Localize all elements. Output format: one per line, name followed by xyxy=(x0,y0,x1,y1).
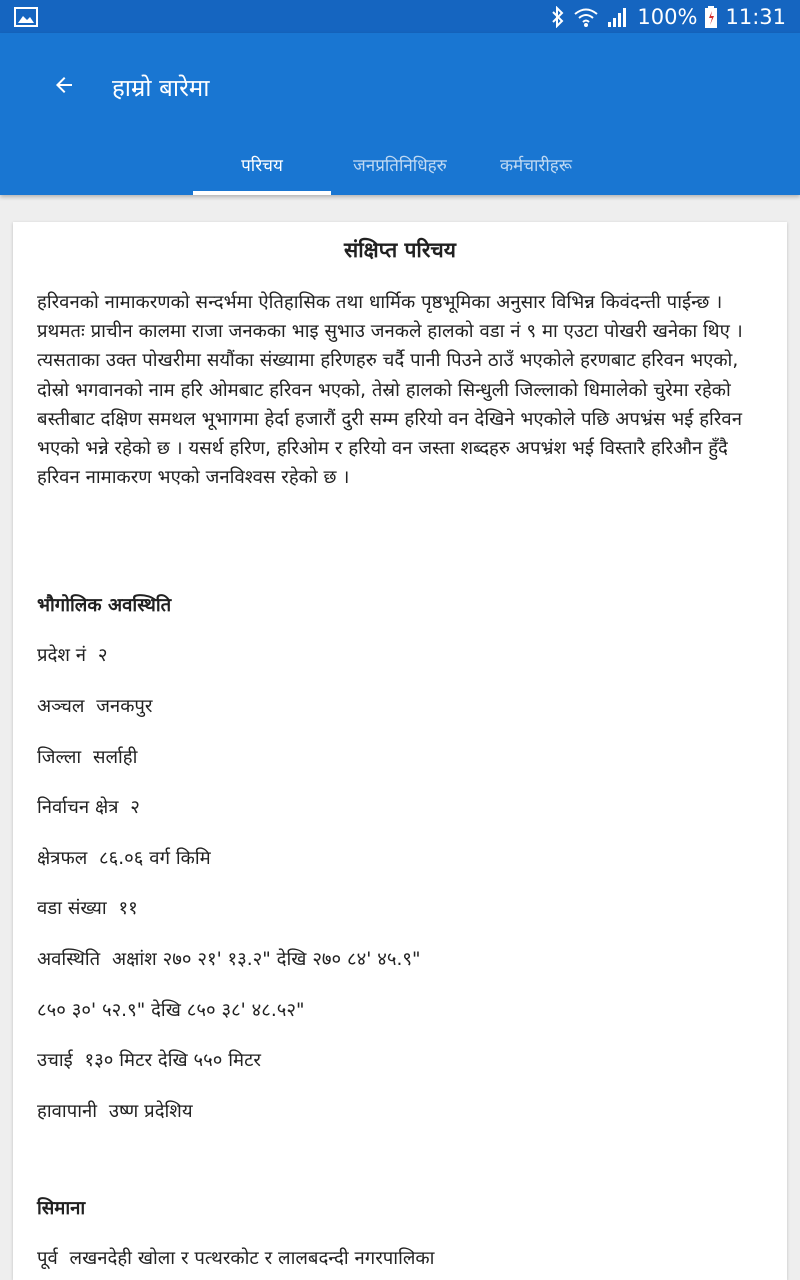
info-line-altitude: उचाई १३० मिटर देखि ५५० मिटर xyxy=(37,1050,262,1071)
content-card xyxy=(13,222,787,1280)
clock: 11:31 xyxy=(725,4,786,29)
wifi-icon xyxy=(573,6,599,28)
geo-heading: भौगोलिक अवस्थिति xyxy=(37,595,172,616)
border-heading: सिमाना xyxy=(37,1198,86,1219)
back-button[interactable] xyxy=(44,67,84,107)
info-line-climate: हावापानी उष्ण प्रदेशिय xyxy=(37,1101,193,1122)
info-line-east-border: पूर्व लखनदेही खोला र पत्थरकोट र लालबदन्दी नगरपालिका xyxy=(37,1248,435,1269)
tab-bar xyxy=(193,133,603,195)
info-line-wards: वडा संख्या ११ xyxy=(37,898,138,919)
info-line-district: जिल्ला सर्लाही xyxy=(37,747,138,768)
intro-paragraph: हरिवनको नामाकरणको सन्दर्भमा ऐतिहासिक तथा धार्मिक पृष्ठभूमिका अनुसार विभिन्न किवंदन्ती पाईन्छ । प्रथमतः प्राचीन कालमा राजा जनकका भाइ सुभाउ जनकले हालको वडा नं ९ मा एउटा पोखरी खनेका थिए । त्यसताका उक्त पोखरीमा सयौंका संख्यामा हरिणहरु चर्दै पानी पिउने ठाउँ भएकोले हरणबाट हरिवन भएको, दोस्रो भगवानको नाम हरि ओमबाट हरिवन भएको, तेस्रो हालको सिन्धुली जिल्लाको धिमालेको चुरेमा रहेको बस्तीबाट दक्षिण समथल भूभागमा हेर्दा हजारौं दुरी सम्म हरियो वन देखिने भएकोले पछि अपभ्रंस भई हरिवन भएको भन्ने रहेको छ । यसर्थ हरिण, हरिओम र हरियो वन जस्ता शब्दहरु अपभ्रंश भई विस्तारै हरिऔन हुँदै हरिवन नामाकरण भएको जनविश्वस रहेको छ । xyxy=(37,292,743,489)
arrow-left-icon xyxy=(52,73,76,101)
section-title: संक्षिप्त परिचय xyxy=(344,238,456,262)
info-line-zone: अञ्चल जनकपुर xyxy=(37,696,153,717)
tab-staff[interactable]: कर्मचारीहरू xyxy=(499,155,572,176)
status-icons xyxy=(551,0,786,33)
battery-icon xyxy=(705,6,717,28)
info-line-latitude: अवस्थिति अक्षांश २७० २१' १३.२" देखि २७० ८४' ४५.९" xyxy=(37,949,421,970)
tab-representatives[interactable]: जनप्रतिनिधिहरु xyxy=(353,155,447,176)
page-title: हाम्रो बारेमा xyxy=(112,74,210,102)
gallery-icon xyxy=(14,7,38,31)
battery-percent: 100% xyxy=(637,4,698,29)
info-line-province: प्रदेश नं २ xyxy=(37,645,108,666)
tab-introduction[interactable]: परिचय xyxy=(193,133,331,195)
bluetooth-icon xyxy=(551,6,565,28)
info-line-constituency: निर्वाचन क्षेत्र २ xyxy=(37,797,140,818)
signal-icon xyxy=(607,6,629,28)
info-line-longitude: ८५० ३०' ५२.९" देखि ८५० ३८' ४८.५२" xyxy=(37,1000,305,1021)
app-bar xyxy=(0,33,800,195)
status-bar xyxy=(0,0,800,33)
info-line-area: क्षेत्रफल ८६.०६ वर्ग किमि xyxy=(37,848,211,869)
